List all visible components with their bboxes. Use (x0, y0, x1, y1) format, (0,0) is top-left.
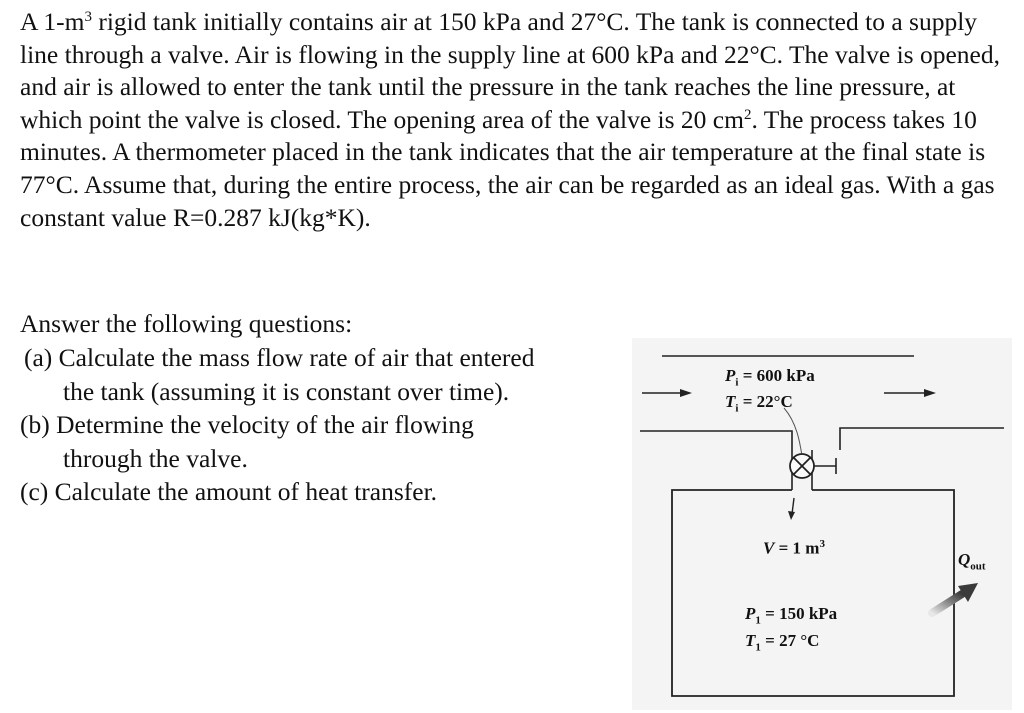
square-exponent: 2 (743, 106, 752, 123)
heat-out-label: $Q_{out}$ (958, 550, 986, 573)
question-a-line-2: the tank (assuming it is constant over time). (63, 376, 510, 406)
tank-temperature-label: $T_1 = 27$ °C (745, 631, 820, 654)
line-temperature-label: $T_i = 22^\circ C$ (725, 392, 793, 415)
question-list (0, 341, 620, 509)
problem-text-1: A 1-m (20, 7, 85, 36)
tank-diagram (632, 338, 1012, 710)
tank-pressure-label: $P_1 = 150$ kPa (745, 604, 838, 627)
question-a (0, 341, 620, 408)
line-pressure-label: $P_i = 600$ kPa (725, 366, 815, 389)
question-c-line-1: (c) Calculate the amount of heat transfer. (20, 477, 438, 506)
tank-diagram-drawing (632, 338, 1012, 710)
question-b-line-1: (b) Determine the velocity of the air flowing (20, 410, 474, 439)
tank-volume-label: V = 1 $m^3$ (763, 538, 825, 558)
question-c (0, 475, 620, 509)
cubic-exponent: 3 (84, 9, 92, 25)
problem-text-2: rigid tank initially contains air at 150 kPa and 27°C. The tank is connected to a supply line through a valve. Air is flowing in the supply line at 600 kPa and 22°C. The valve is opened, and air is allowed to enter the tank until the pressure in the tank reaches the line pressure, at which point the valve is closed. The opening area of the valve is 20 cm (20, 7, 1000, 134)
question-b (0, 408, 620, 475)
problem-statement (20, 6, 1010, 234)
question-b-line-2: through the valve. (63, 443, 248, 473)
answer-heading: Answer the following questions: (20, 309, 353, 338)
question-a-line-1: (a) Calculate the mass flow rate of air that entered (24, 343, 535, 372)
problem-text-3: . The process takes 10 minutes. A thermometer placed in the tank indicates that the air temperature at the final state is 77°C. Assume that, during the entire process, the air can be regarded as an ideal gas. With a gas constant value R=0.287 kJ(kg*K). (20, 104, 995, 232)
